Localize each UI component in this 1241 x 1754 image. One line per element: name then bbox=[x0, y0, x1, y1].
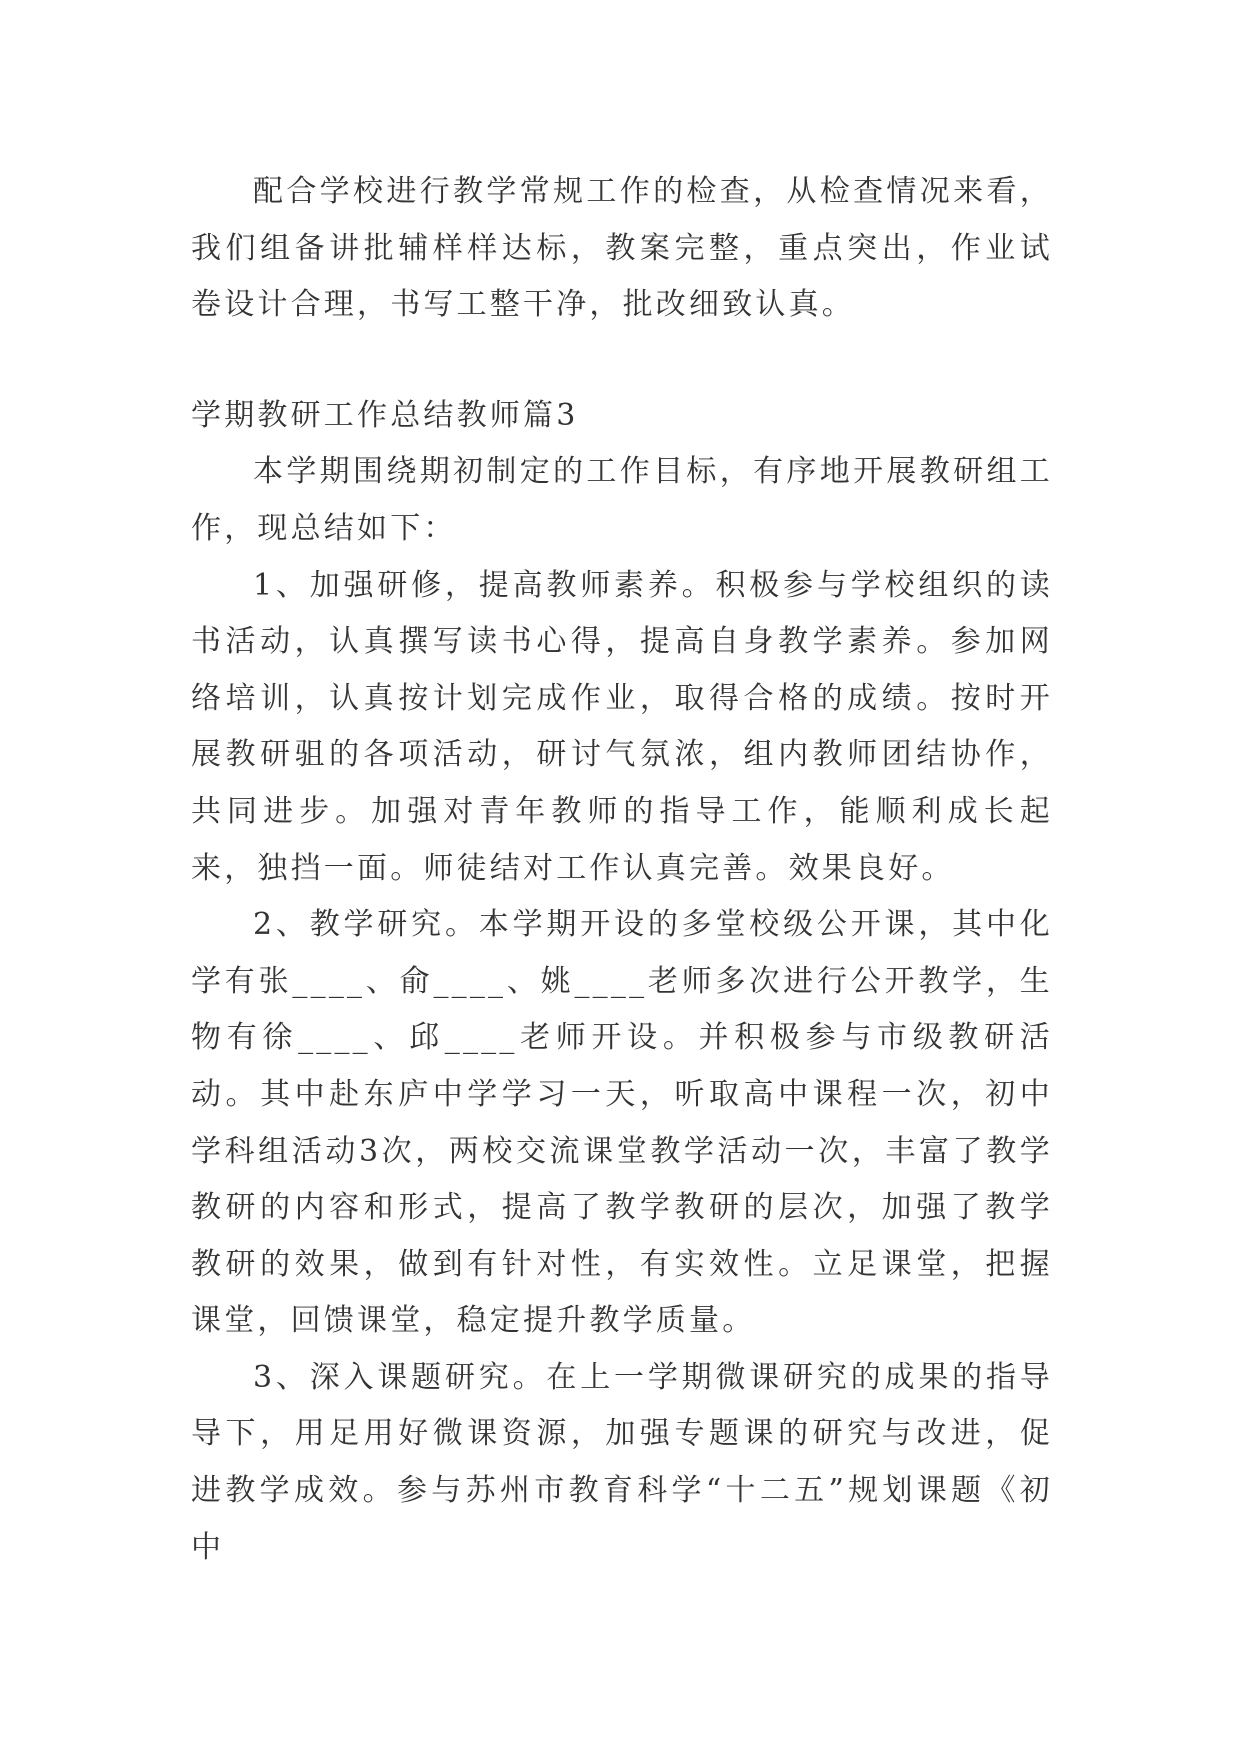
paragraph-intro: 本学期围绕期初制定的工作目标，有序地开展教研组工作，现总结如下： bbox=[191, 454, 1053, 546]
document-body bbox=[191, 164, 1053, 1576]
paragraph-item-1: 1、加强研修，提高教师素养。积极参与学校组织的读书活动，认真撰写读书心得，提高自身教学素养。参加网络培训，认真按计划完成作业，取得合格的成绩。按时开展教研驵的各项活动，研讨气氛浓，组内教师团结协作，共同进步。加强对青年教师的指导工作，能顺利成长起来，独挡一面。师徒结对工作认真完善。效果良好。 bbox=[191, 567, 1053, 886]
section-title: 学期教研工作总结教师篇3 bbox=[191, 397, 579, 433]
paragraph-item-2: 2、教学研究。本学期开设的多堂校级公开课，其中化学有张____、俞____、姚____老师多次进行公开教学，生物有徐____、邱____老师开设。并积极参与市级教研活动。其中赴东庐中学学习一天，听取高中课程一次，初中学科组活动3次，两校交流课堂教学活动一次，丰富了教学教研的内容和形式，提高了教学教研的层次，加强了教学教研的效果，做到有针对性，有实效性。立足课堂，把握课堂，回馈课堂，稳定提升教学质量。 bbox=[191, 907, 1053, 1339]
paragraph-inspection: 配合学校进行教学常规工作的检查，从检查情况来看，我们组备讲批辅样样达标，教案完整，重点突出，作业试卷设计合理，书写工整干净，批改细致认真。 bbox=[191, 174, 1053, 323]
paragraph-item-3: 3、深入课题研究。在上一学期微课研究的成果的指导导下，用足用好微课资源，加强专题课的研究与改进，促进教学成效。参与苏州市教育科学“十二五”规划课题《初中 bbox=[191, 1359, 1053, 1565]
